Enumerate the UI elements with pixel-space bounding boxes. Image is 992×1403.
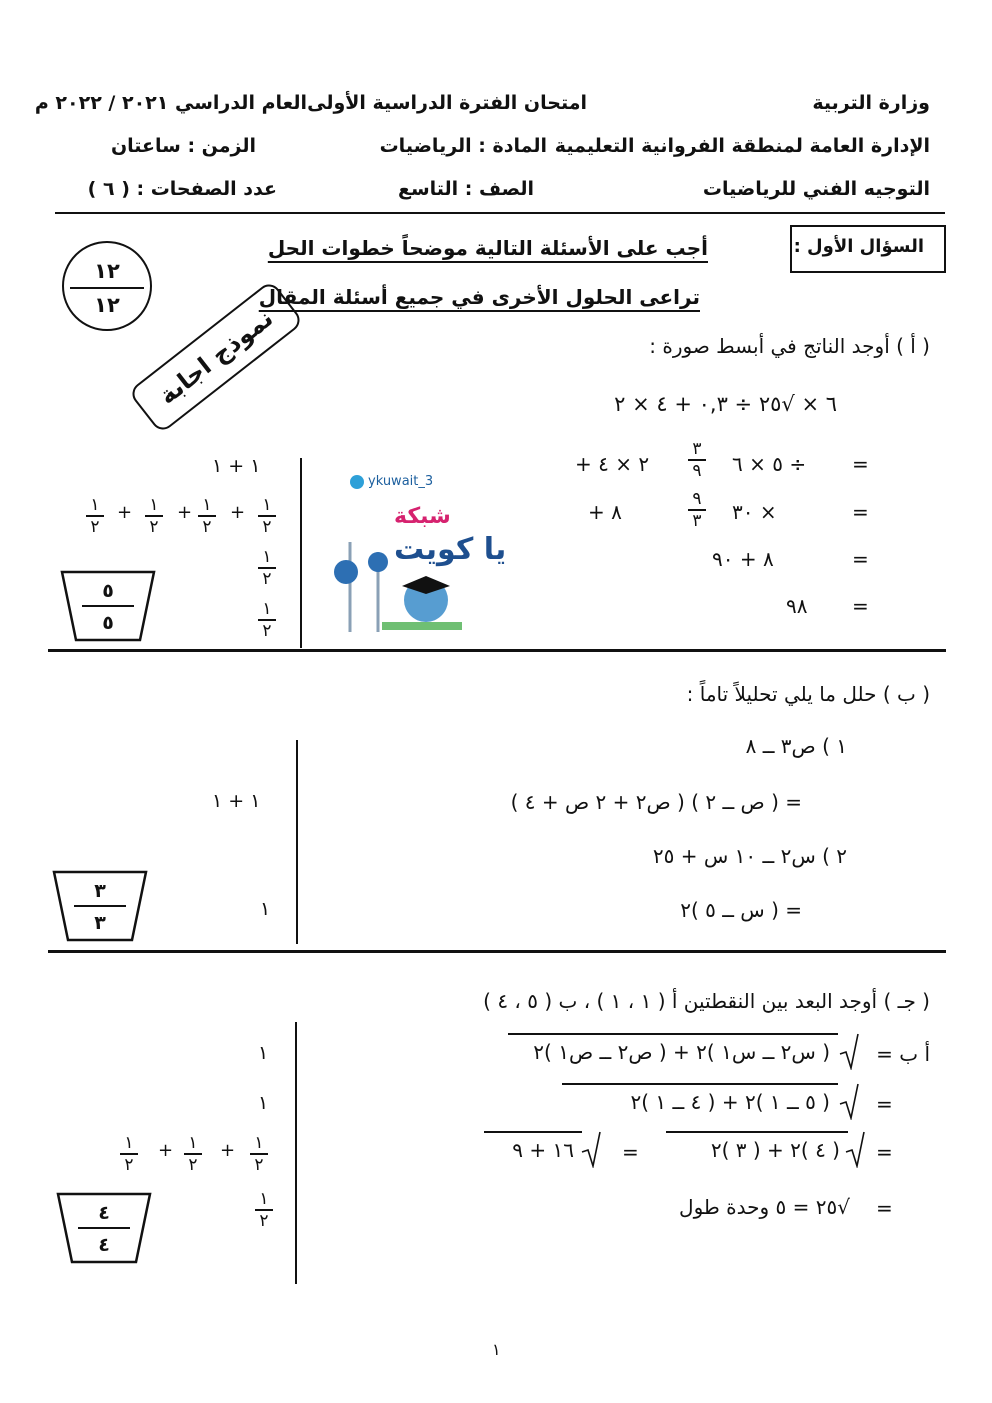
watermark-brand-main: يا كويت xyxy=(394,532,507,567)
part-c-line1-radical: ( س٢ ــ س١ )٢ + ( ص٢ ــ ص١ )٢ xyxy=(508,1032,856,1070)
header-divider xyxy=(55,212,945,214)
part-a-step1-fraction: ٣ ٩ xyxy=(688,440,706,480)
watermark-brand-top: شبكة xyxy=(394,504,451,529)
part-b-prompt: ( ب ) حلل ما يلي تحليلاً تاماً : xyxy=(686,682,930,706)
part-a-divider xyxy=(48,649,946,652)
part-c-prompt: ( جـ ) أوجد البعد بين النقطتين أ ( ١ ، ١ ) ، ب ( ٥ ، ٤ ) xyxy=(483,989,930,1013)
part-c-score-box: ٤ ٤ xyxy=(56,1192,152,1264)
part-b-divider xyxy=(48,950,946,953)
part-a-step1-left: ٢ × ٤ + xyxy=(575,452,650,476)
supervision-name: التوجيه الفني للرياضيات xyxy=(702,178,930,200)
question-instruction: أجب على الأسئلة التالية موضحاً خطوات الحل xyxy=(267,236,708,260)
part-c-mark-2: ١ xyxy=(258,1092,269,1114)
ministry-name: وزارة التربية xyxy=(812,92,930,114)
part-c-mark-1: ١ xyxy=(258,1042,269,1064)
exam-duration: الزمن : ساعتان xyxy=(110,135,256,157)
part-c-line2-radical: ( ٥ ــ ١ )٢ + ( ٤ ــ ١ )٢ xyxy=(562,1082,856,1120)
total-score-denominator: ١٢ xyxy=(94,293,120,317)
part-a-step2-left: ٨ + xyxy=(588,500,622,524)
part-a-margin-line xyxy=(300,458,302,648)
telegram-icon xyxy=(350,475,364,489)
part-b-mark-2: ١ xyxy=(260,898,271,920)
part-b-a2: = ( س ــ ٥ )٢ xyxy=(680,898,802,922)
question-label: السؤال الأول : xyxy=(793,236,924,257)
part-b-score-box: ٣ ٣ xyxy=(52,870,148,942)
part-a-step1-right: ÷ ٥ × ٦ xyxy=(732,452,807,476)
part-a-expression: ٦ × √٢٥ ÷ ٠,٣ + ٤ × ٢ xyxy=(614,392,837,416)
part-a-mark-1: ١ + ١ xyxy=(212,455,261,477)
total-score-numerator: ١٢ xyxy=(94,259,120,283)
part-a-result: ٩٨ xyxy=(786,594,808,618)
part-a-step2-fraction: ٩ ٣ xyxy=(688,490,706,530)
watermark-logo xyxy=(332,470,507,645)
page-number: ١ xyxy=(492,1340,501,1359)
school-year: العام الدراسي ٢٠٢١ / ٢٠٢٢ م xyxy=(34,92,307,114)
total-score-circle xyxy=(62,241,152,331)
part-b-margin-line xyxy=(296,740,298,944)
part-c-margin-line xyxy=(295,1022,297,1284)
exam-title: امتحان الفترة الدراسية الأولى xyxy=(307,92,587,114)
stamp-text: نموذج اجابة xyxy=(153,304,279,410)
part-a-score-box: ٥ ٥ xyxy=(60,570,156,642)
part-b-mark-1: ١ + ١ xyxy=(212,790,261,812)
part-a-prompt: ( أ ) أوجد الناتج في أبسط صورة : xyxy=(649,334,930,358)
part-c-line3b-radical: ١٦ + ٩ xyxy=(484,1130,600,1168)
part-a-step2-right: × ٣٠ xyxy=(732,500,777,524)
subject: المادة : الرياضيات xyxy=(379,135,547,157)
kuwait-towers-icon xyxy=(332,522,472,642)
question-label-box xyxy=(790,225,946,273)
part-b-q2: ٢ ) س٢ ــ ١٠ س + ٢٥ xyxy=(652,844,847,868)
part-b-a1: = ( ص ــ ٢ ) ( ص٢ + ٢ ص + ٤ ) xyxy=(510,790,802,814)
directorate-name: الإدارة العامة لمنطقة الفروانية التعليمية xyxy=(554,135,930,157)
watermark-handle: ykuwait_3 xyxy=(368,474,434,489)
grade: الصف : التاسع xyxy=(397,178,534,200)
part-b-q1: ١ ) ص٣ ــ ٨ xyxy=(745,734,847,758)
part-a-step3: ٨ + ٩٠ xyxy=(712,547,774,571)
part-c-line1-label: أ ب = xyxy=(876,1042,930,1066)
alternative-solutions-note: تراعى الحلول الأخرى في جميع أسئلة المقال xyxy=(258,285,700,309)
part-c-line3a-radical: ( ٤ )٢ + ( ٣ )٢ xyxy=(666,1130,866,1168)
part-c-result: √٢٥ = ٥ وحدة طول xyxy=(679,1195,850,1219)
page-count: عدد الصفحات : ( ٦ ) xyxy=(87,178,277,200)
